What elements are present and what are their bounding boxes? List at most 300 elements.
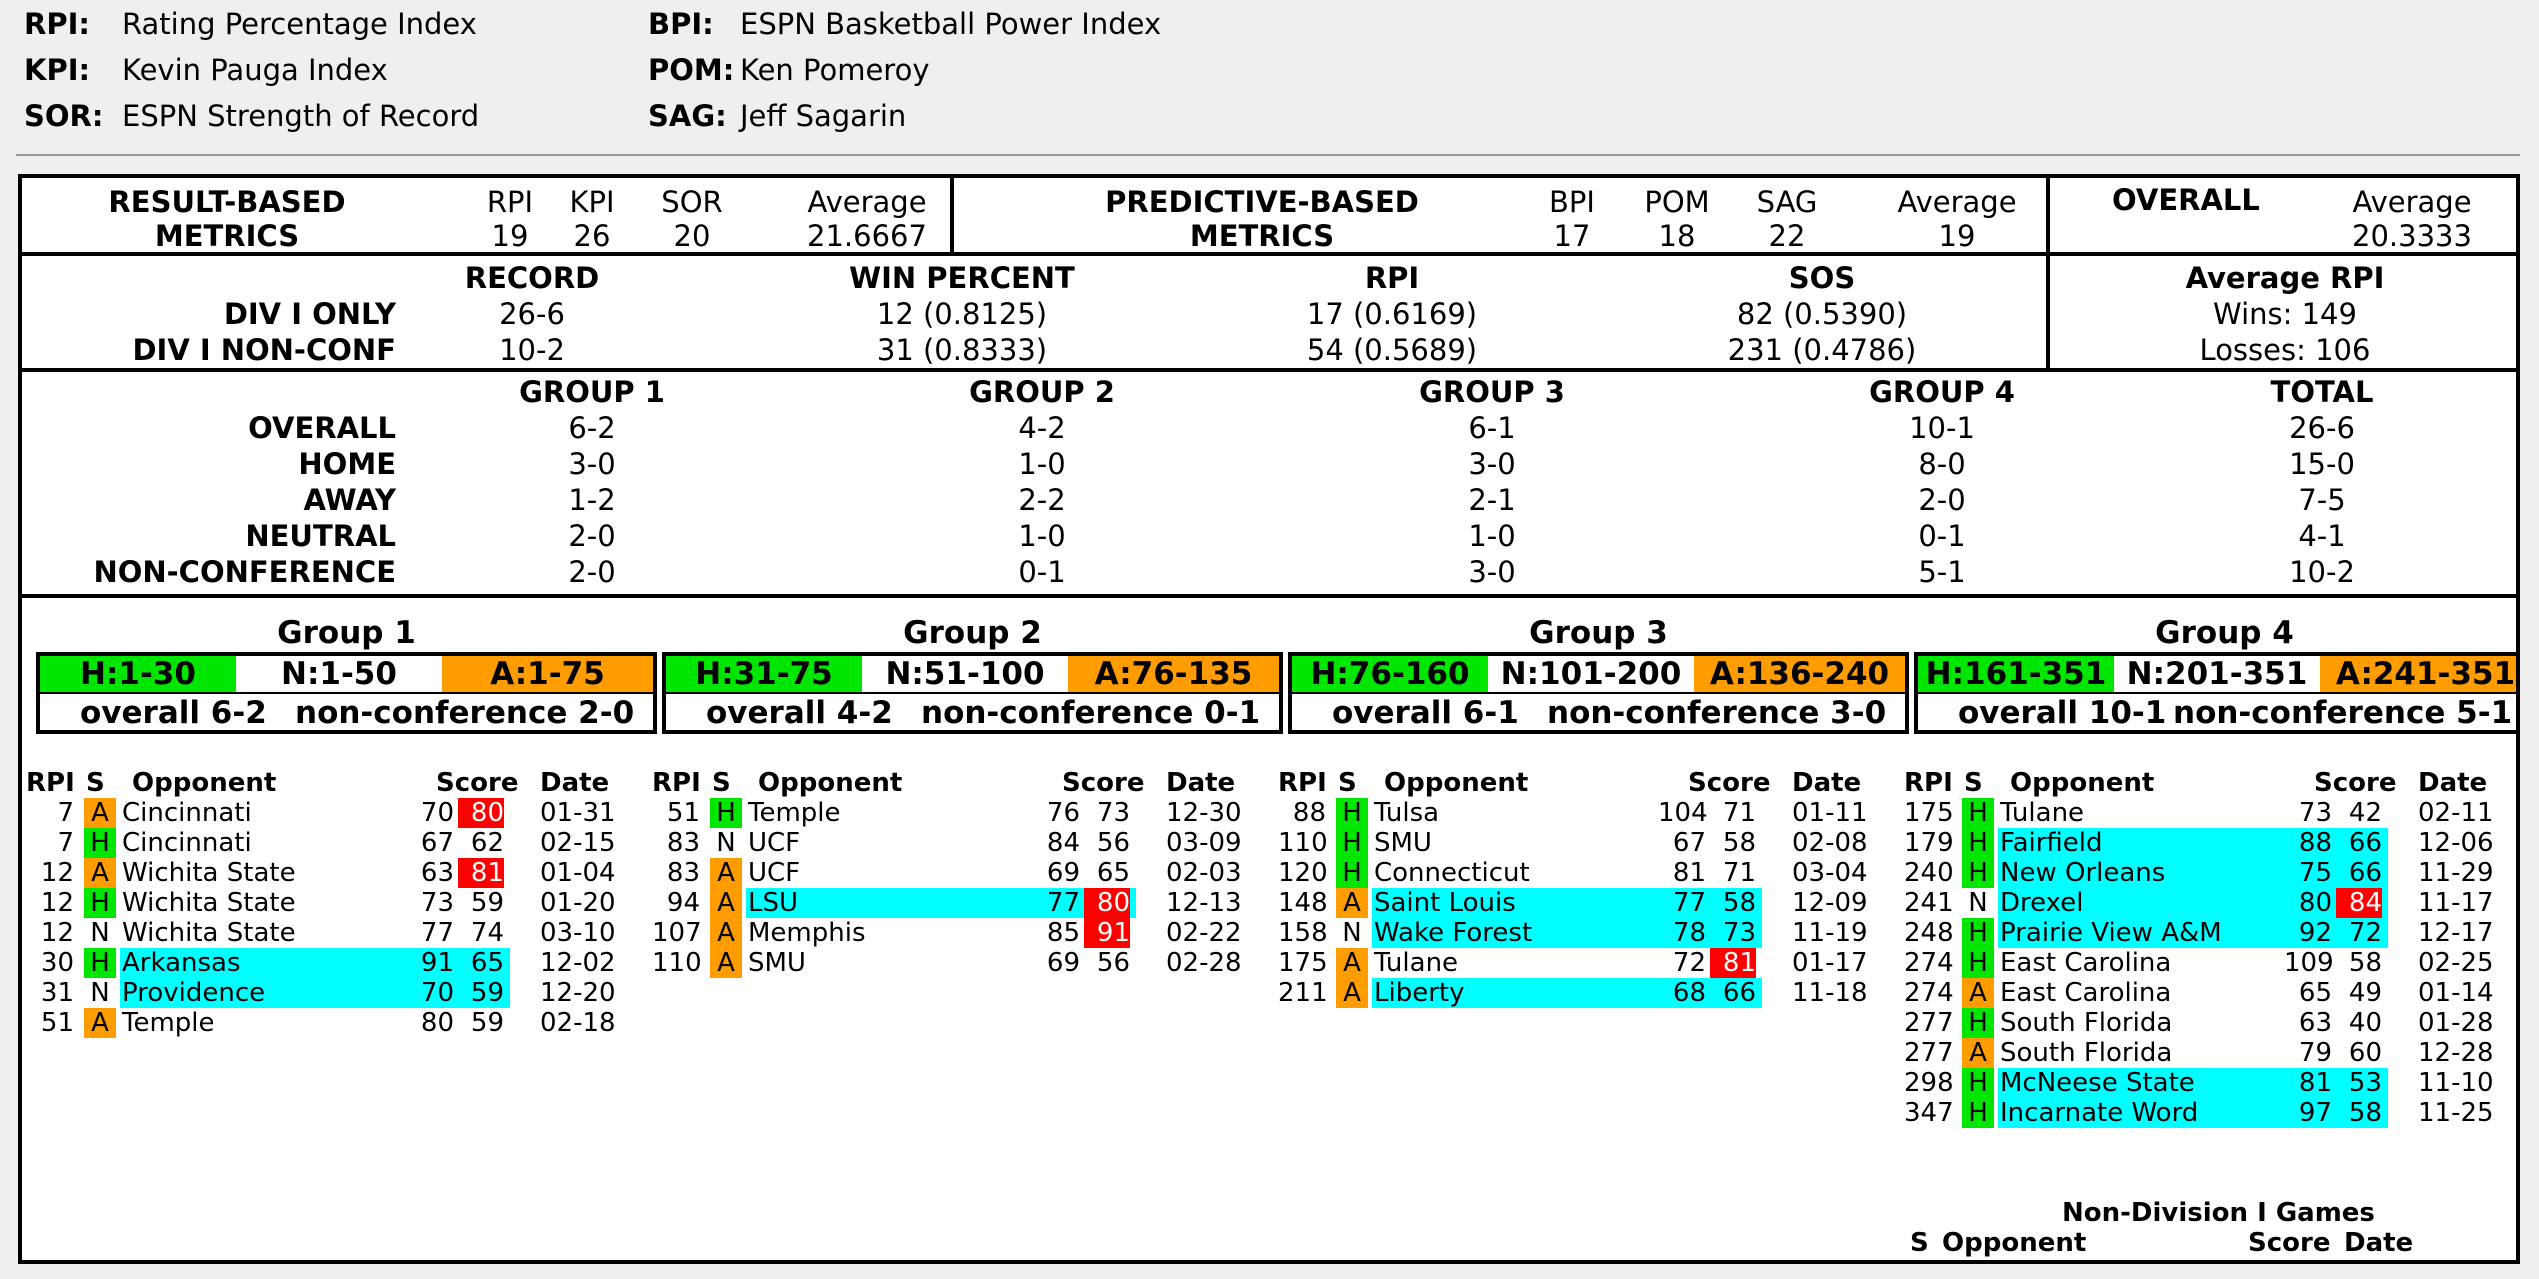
non-division-header-opponent: Opponent [1942, 1228, 2087, 1258]
record-header: SOS [1788, 261, 1856, 295]
game-opponent: Wichita State [122, 858, 296, 888]
game-row [652, 858, 1262, 888]
game-opponent: SMU [1374, 828, 1432, 858]
game-score-team: 109 [2284, 948, 2334, 978]
game-row [652, 828, 1262, 858]
game-score-team: 73 [420, 888, 454, 918]
game-score-team: 78 [1672, 918, 1706, 948]
game-date: 02-28 [1166, 948, 1242, 978]
metric-header: SAG [1756, 185, 1818, 219]
games-header-score: Score [1062, 768, 1145, 798]
divider [2046, 254, 2050, 370]
game-site: H [1962, 1068, 1994, 1098]
game-score-opponent: 58 [2348, 948, 2382, 978]
home-range: H:76-160 [1292, 656, 1488, 693]
group-table-cell: 2-1 [1468, 483, 1516, 517]
game-opponent: McNeese State [1998, 1068, 2388, 1098]
games-header-date: Date [1166, 768, 1236, 798]
game-site: N [1342, 918, 1362, 948]
game-date: 01-17 [1792, 948, 1868, 978]
game-date: 12-20 [540, 978, 616, 1008]
games-header-score: Score [2314, 768, 2397, 798]
game-rpi: 83 [666, 858, 700, 888]
group-table-row-label: OVERALL [248, 411, 396, 445]
game-site: A [710, 858, 742, 888]
predictive-metrics-title: PREDICTIVE-BASED [1105, 185, 1419, 219]
group-table-cell: 7-5 [2298, 483, 2346, 517]
metric-header: Average [1897, 185, 2017, 219]
game-score-opponent: 62 [470, 828, 504, 858]
record-value: 17 (0.6169) [1306, 297, 1478, 331]
games-header-rpi: RPI [1904, 768, 1953, 798]
game-rpi: 277 [1904, 1008, 1954, 1038]
game-opponent: Tulane [2000, 798, 2085, 828]
game-score-team: 104 [1658, 798, 1708, 828]
game-score-team: 63 [420, 858, 454, 888]
away-range: A:136-240 [1694, 656, 1905, 693]
game-score-team: 79 [2298, 1038, 2332, 1068]
game-score-team: 77 [1672, 888, 1706, 918]
game-site: A [710, 948, 742, 978]
game-row [26, 948, 636, 978]
game-row [26, 828, 636, 858]
game-opponent: Prairie View A&M [1998, 918, 2388, 948]
game-site: N [90, 918, 110, 948]
game-date: 01-11 [1792, 798, 1868, 828]
game-date: 02-03 [1166, 858, 1242, 888]
record-row-label: DIV I ONLY [223, 297, 396, 331]
game-row [1278, 888, 1888, 918]
game-date: 12-30 [1166, 798, 1242, 828]
game-opponent: UCF [748, 828, 801, 858]
game-site: N [90, 978, 110, 1008]
game-rpi: 179 [1904, 828, 1954, 858]
games-header-date: Date [540, 768, 610, 798]
games-header-s: S [1338, 768, 1357, 798]
metric-value: 17 [1553, 219, 1591, 253]
game-opponent: Drexel [1998, 888, 2388, 918]
game-date: 12-28 [2418, 1038, 2494, 1068]
game-row [1278, 948, 1888, 978]
group-table-cell: 2-0 [1918, 483, 1966, 517]
game-score-opponent: 73 [1722, 918, 1756, 948]
game-date: 12-09 [1792, 888, 1868, 918]
record-value: 26-6 [499, 297, 565, 331]
average-rpi-title: Average RPI [2185, 261, 2385, 295]
games-header-opponent: Opponent [2010, 768, 2155, 798]
average-rpi-wins: Wins: 149 [2213, 297, 2357, 331]
game-score-opponent: 56 [1096, 948, 1130, 978]
group-table-cell: 10-2 [2289, 555, 2355, 589]
group-table-cell: 0-1 [1918, 519, 1966, 553]
game-opponent: New Orleans [1998, 858, 2388, 888]
game-score-team: 81 [2298, 1068, 2332, 1098]
neutral-range: N:1-50 [281, 656, 397, 692]
game-rpi: 12 [40, 888, 74, 918]
game-rpi: 175 [1904, 798, 1954, 828]
group-table-cell: 1-0 [1018, 447, 1066, 481]
game-date: 02-11 [2418, 798, 2494, 828]
game-date: 12-02 [540, 948, 616, 978]
game-row [652, 888, 1262, 918]
game-score-opponent: 53 [2348, 1068, 2382, 1098]
away-range: A:241-351 [2320, 656, 2520, 693]
game-row [1904, 858, 2514, 888]
non-division-title: Non-Division I Games [2062, 1198, 2375, 1228]
game-date: 01-14 [2418, 978, 2494, 1008]
game-row [26, 1008, 636, 1038]
game-rpi: 12 [40, 918, 74, 948]
game-rpi: 248 [1904, 918, 1954, 948]
game-opponent: East Carolina [2000, 978, 2172, 1008]
group-table-header: GROUP 2 [969, 375, 1115, 409]
game-rpi: 51 [666, 798, 700, 828]
game-opponent: Memphis [748, 918, 866, 948]
games-header-score: Score [1688, 768, 1771, 798]
metric-header: SOR [661, 185, 723, 219]
game-score-team: 91 [420, 948, 454, 978]
legend-item: SAG: Jeff Sagarin [648, 99, 907, 133]
game-rpi: 83 [666, 828, 700, 858]
game-date: 02-22 [1166, 918, 1242, 948]
game-score-team: 68 [1672, 978, 1706, 1008]
metric-header: BPI [1549, 185, 1595, 219]
game-rpi: 51 [40, 1008, 74, 1038]
game-date: 02-18 [540, 1008, 616, 1038]
overall-average: 20.3333 [2352, 219, 2472, 253]
record-row-label: DIV I NON-CONF [132, 333, 396, 367]
game-score-team: 73 [2298, 798, 2332, 828]
games-header-rpi: RPI [26, 768, 75, 798]
team-sheet [18, 174, 2520, 1264]
group-table-header: GROUP 3 [1419, 375, 1565, 409]
metric-value: 20 [673, 219, 711, 253]
record-header: RECORD [464, 261, 600, 295]
game-site: A [1336, 978, 1368, 1008]
game-site: H [1962, 918, 1994, 948]
group-box [1288, 652, 1909, 734]
neutral-range: N:101-200 [1500, 656, 1682, 692]
divider [2046, 178, 2050, 254]
game-score-team: 67 [1672, 828, 1706, 858]
game-date: 02-08 [1792, 828, 1868, 858]
game-opponent: Temple [748, 798, 841, 828]
metric-header: Average [807, 185, 927, 219]
game-opponent: LSU [746, 888, 1136, 918]
game-opponent: Tulane [1374, 948, 1459, 978]
divider [22, 252, 2520, 256]
game-rpi: 175 [1278, 948, 1328, 978]
game-site: H [1336, 828, 1368, 858]
group-table-cell: 1-0 [1018, 519, 1066, 553]
group-table-cell: 2-0 [568, 555, 616, 589]
game-site: A [710, 888, 742, 918]
game-score-opponent: 65 [1096, 858, 1130, 888]
game-site: A [1962, 978, 1994, 1008]
game-date: 11-18 [1792, 978, 1868, 1008]
group-table-row-label: AWAY [303, 483, 396, 517]
game-score-team: 69 [1046, 948, 1080, 978]
game-site: A [1962, 1038, 1994, 1068]
group-nonconference: non-conference 3-0 [1547, 695, 1887, 731]
game-site: H [1962, 828, 1994, 858]
games-header-opponent: Opponent [1384, 768, 1529, 798]
record-value: 82 (0.5390) [1736, 297, 1908, 331]
predictive-metrics-subtitle: METRICS [1189, 219, 1335, 253]
metric-value: 19 [1938, 219, 1976, 253]
game-rpi: 31 [40, 978, 74, 1008]
group-title: Group 3 [1529, 615, 1668, 651]
game-row [1904, 828, 2514, 858]
games-header-rpi: RPI [652, 768, 701, 798]
record-value: 54 (0.5689) [1306, 333, 1478, 367]
game-date: 02-15 [540, 828, 616, 858]
legend-item: POM: Ken Pomeroy [648, 53, 930, 87]
game-date: 11-29 [2418, 858, 2494, 888]
game-date: 03-04 [1792, 858, 1868, 888]
game-score-team: 88 [2298, 828, 2332, 858]
game-score-team: 77 [420, 918, 454, 948]
game-row [1904, 918, 2514, 948]
group-table-cell: 1-0 [1468, 519, 1516, 553]
group-title: Group 4 [2155, 615, 2294, 651]
metric-header: RPI [486, 185, 534, 219]
game-score-opponent: 58 [1722, 888, 1756, 918]
game-score-team: 81 [1672, 858, 1706, 888]
result-metrics-subtitle: METRICS [154, 219, 300, 253]
game-rpi: 274 [1904, 978, 1954, 1008]
metric-value: 22 [1768, 219, 1806, 253]
game-rpi: 12 [40, 858, 74, 888]
group-nonconference: non-conference 0-1 [921, 695, 1261, 731]
game-rpi: 158 [1278, 918, 1328, 948]
game-rpi: 274 [1904, 948, 1954, 978]
group-table-cell: 2-2 [1018, 483, 1066, 517]
group-table-row-label: HOME [298, 447, 396, 481]
games-header-score: Score [436, 768, 519, 798]
game-score-team: 80 [420, 1008, 454, 1038]
group-nonconference: non-conference 2-0 [295, 695, 635, 731]
game-opponent: Tulsa [1374, 798, 1440, 828]
game-score-opponent: 71 [1722, 858, 1756, 888]
game-row [1278, 828, 1888, 858]
game-opponent: Cincinnati [122, 828, 252, 858]
game-score-opponent: 80 [458, 798, 504, 828]
group-table-header: GROUP 1 [519, 375, 665, 409]
game-site: H [1962, 798, 1994, 828]
game-row [1278, 798, 1888, 828]
game-rpi: 110 [652, 948, 702, 978]
group-table-cell: 15-0 [2289, 447, 2355, 481]
group-table-row-label: NEUTRAL [245, 519, 396, 553]
average-rpi-losses: Losses: 106 [2199, 333, 2371, 367]
game-site: H [84, 888, 116, 918]
games-header-s: S [1964, 768, 1983, 798]
divider [22, 368, 2520, 372]
game-opponent: Cincinnati [122, 798, 252, 828]
game-site: H [1962, 948, 1994, 978]
game-site: N [716, 828, 736, 858]
game-row [1904, 948, 2514, 978]
game-date: 03-09 [1166, 828, 1242, 858]
result-metrics-title: RESULT-BASED [108, 185, 346, 219]
game-date: 12-17 [2418, 918, 2494, 948]
group-table-header: GROUP 4 [1869, 375, 2015, 409]
game-opponent: Connecticut [1374, 858, 1530, 888]
game-rpi: 347 [1904, 1098, 1954, 1128]
game-date: 12-06 [2418, 828, 2494, 858]
game-score-opponent: 49 [2348, 978, 2382, 1008]
away-range: A:76-135 [1068, 656, 1279, 693]
game-site: H [1336, 858, 1368, 888]
group-box [662, 652, 1283, 734]
game-opponent: Wichita State [122, 888, 296, 918]
game-date: 11-19 [1792, 918, 1868, 948]
game-score-team: 69 [1046, 858, 1080, 888]
group-nonconference: non-conference 5-1 [2173, 695, 2513, 731]
game-opponent: Arkansas [120, 948, 510, 978]
game-site: H [84, 948, 116, 978]
group-table-cell: 26-6 [2289, 411, 2355, 445]
game-opponent: Temple [122, 1008, 215, 1038]
game-score-team: 85 [1046, 918, 1080, 948]
metric-value: 18 [1658, 219, 1696, 253]
game-row [652, 798, 1262, 828]
game-score-opponent: 81 [458, 858, 504, 888]
game-score-team: 67 [420, 828, 454, 858]
game-row [1904, 1068, 2514, 1098]
game-score-opponent: 58 [2348, 1098, 2382, 1128]
game-site: H [1336, 798, 1368, 828]
non-division-header-date: Date [2344, 1228, 2414, 1258]
game-score-opponent: 84 [2336, 888, 2382, 918]
game-score-opponent: 66 [1722, 978, 1756, 1008]
group-table-cell: 0-1 [1018, 555, 1066, 589]
metric-header: KPI [569, 185, 615, 219]
away-range: A:1-75 [442, 656, 653, 693]
game-score-team: 80 [2298, 888, 2332, 918]
game-rpi: 110 [1278, 828, 1328, 858]
game-row [1904, 1098, 2514, 1128]
group-table-cell: 3-0 [1468, 447, 1516, 481]
game-rpi: 94 [666, 888, 700, 918]
game-row [1904, 1038, 2514, 1068]
game-rpi: 7 [57, 828, 74, 858]
group-table-cell: 10-1 [1909, 411, 1975, 445]
legend-item: BPI: ESPN Basketball Power Index [648, 7, 1162, 41]
game-opponent: Fairfield [1998, 828, 2388, 858]
game-date: 11-10 [2418, 1068, 2494, 1098]
group-table-cell: 6-2 [568, 411, 616, 445]
game-rpi: 148 [1278, 888, 1328, 918]
metric-value: 21.6667 [807, 219, 927, 253]
group-table-cell: 3-0 [568, 447, 616, 481]
game-rpi: 30 [40, 948, 74, 978]
game-row [1278, 858, 1888, 888]
game-date: 01-28 [2418, 1008, 2494, 1038]
game-row [1278, 978, 1888, 1008]
group-table-cell: 6-1 [1468, 411, 1516, 445]
game-score-opponent: 81 [1710, 948, 1756, 978]
game-score-opponent: 91 [1084, 918, 1130, 948]
neutral-range: N:201-351 [2126, 656, 2308, 692]
legend-item: KPI: Kevin Pauga Index [24, 53, 388, 87]
group-title: Group 1 [277, 615, 416, 651]
game-rpi: 241 [1904, 888, 1954, 918]
game-site: H [1962, 858, 1994, 888]
home-range: H:31-75 [666, 656, 862, 693]
game-date: 11-25 [2418, 1098, 2494, 1128]
game-score-opponent: 42 [2348, 798, 2382, 828]
game-row [1904, 888, 2514, 918]
metric-value: 19 [491, 219, 529, 253]
game-score-opponent: 71 [1722, 798, 1756, 828]
group-table-cell: 8-0 [1918, 447, 1966, 481]
game-site: H [1962, 1008, 1994, 1038]
game-rpi: 120 [1278, 858, 1328, 888]
game-score-opponent: 66 [2348, 858, 2382, 888]
game-score-opponent: 74 [470, 918, 504, 948]
game-row [652, 948, 1262, 978]
game-row [1904, 798, 2514, 828]
group-table-cell: 2-0 [568, 519, 616, 553]
game-opponent: Providence [120, 978, 510, 1008]
game-score-team: 84 [1046, 828, 1080, 858]
metric-header: Average [2352, 185, 2472, 219]
game-score-team: 65 [2298, 978, 2332, 1008]
game-score-opponent: 59 [470, 888, 504, 918]
game-row [1904, 978, 2514, 1008]
home-range: H:1-30 [40, 656, 236, 693]
game-score-team: 97 [2298, 1098, 2332, 1128]
game-opponent: Wichita State [122, 918, 296, 948]
record-value: 12 (0.8125) [876, 297, 1048, 331]
game-score-team: 63 [2298, 1008, 2332, 1038]
game-opponent: East Carolina [2000, 948, 2172, 978]
game-score-opponent: 65 [470, 948, 504, 978]
group-overall: overall 4-2 [706, 695, 893, 731]
metric-value: 26 [573, 219, 611, 253]
game-site: A [84, 858, 116, 888]
non-division-header-s: S [1910, 1228, 1929, 1258]
game-site: H [710, 798, 742, 828]
games-header-opponent: Opponent [132, 768, 277, 798]
game-date: 12-13 [1166, 888, 1242, 918]
game-row [1278, 918, 1888, 948]
game-rpi: 277 [1904, 1038, 1954, 1068]
game-rpi: 88 [1292, 798, 1326, 828]
overall-title: OVERALL [2112, 183, 2260, 217]
game-date: 01-31 [540, 798, 616, 828]
game-opponent: Saint Louis [1372, 888, 1762, 918]
game-score-team: 76 [1046, 798, 1080, 828]
group-table-header: TOTAL [2270, 375, 2374, 409]
game-site: N [1968, 888, 1988, 918]
game-date: 03-10 [540, 918, 616, 948]
game-score-team: 92 [2298, 918, 2332, 948]
legend-item: SOR: ESPN Strength of Record [24, 99, 480, 133]
game-site: A [710, 918, 742, 948]
group-box [1914, 652, 2520, 734]
group-overall: overall 10-1 [1958, 695, 2167, 731]
game-site: A [84, 798, 116, 828]
neutral-range: N:51-100 [885, 656, 1045, 692]
divider [22, 594, 2520, 598]
games-header-opponent: Opponent [758, 768, 903, 798]
group-overall: overall 6-1 [1332, 695, 1519, 731]
game-score-team: 77 [1046, 888, 1080, 918]
game-date: 01-04 [540, 858, 616, 888]
